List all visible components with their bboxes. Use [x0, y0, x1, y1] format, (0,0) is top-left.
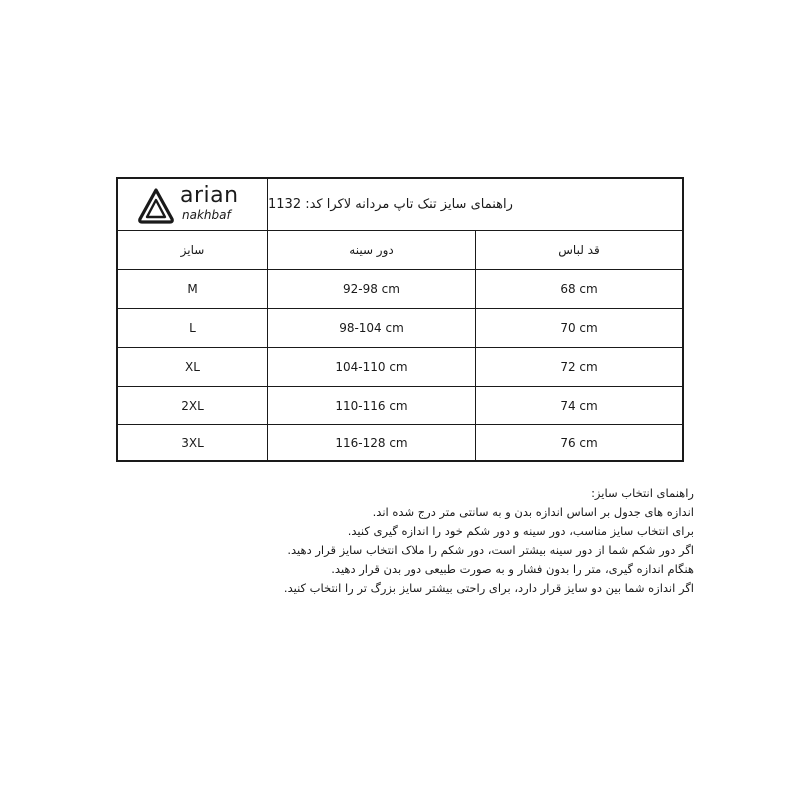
length-cell: 76 cm [560, 435, 598, 450]
header-size: سایز [118, 231, 268, 269]
chest-cell: 98-104 cm [268, 309, 476, 347]
table-row [118, 425, 682, 460]
chest-cell: 110-116 cm [268, 387, 476, 425]
header-chest: دور سینه [268, 231, 476, 269]
length-cell: 72 cm [560, 360, 598, 374]
table-row [118, 387, 682, 425]
guide-line: هنگام اندازه گیری، متر را بدون فشار و به صورت طبیعی دور بدن قرار دهید. [331, 562, 694, 576]
size-cell: L [118, 309, 268, 347]
table-header-row [118, 231, 682, 269]
header-length: قد لباس [558, 243, 600, 257]
chart-title: راهنمای سایز تنک تاپ مردانه لاکرا کد: 1132 [268, 179, 682, 231]
table-row [118, 309, 682, 347]
length-cell: 74 cm [560, 399, 598, 413]
table-row [118, 270, 682, 308]
chest-cell: 116-128 cm [268, 425, 476, 460]
length-cell: 68 cm [560, 282, 598, 296]
triangle-logo-icon [136, 187, 176, 225]
guide-line: اگر دور شکم شما از دور سینه بیشتر است، دور شکم را ملاک انتخاب سایز قرار دهید. [287, 543, 694, 557]
guide-line: برای انتخاب سایز مناسب، دور سینه و دور شکم خود را اندازه گیری کنید. [347, 524, 694, 538]
size-cell: 3XL [118, 425, 268, 460]
chest-cell: 104-110 cm [268, 348, 476, 386]
size-guide-notes [94, 484, 694, 598]
table-row [118, 348, 682, 386]
guide-line: اگر اندازه شما بین دو سایز قرار دارد، برای راحتی بیشتر سایز بزرگ تر را انتخاب کنید. [283, 581, 694, 595]
length-cell: 70 cm [560, 321, 598, 335]
brand-logo [118, 179, 268, 231]
brand-name: arian [180, 183, 239, 208]
size-cell: 2XL [118, 387, 268, 425]
guide-title: راهنمای انتخاب سایز: [591, 486, 694, 500]
brand-subname: nakhbaf [182, 208, 231, 222]
size-cell: M [118, 270, 268, 308]
chest-cell: 92-98 cm [268, 270, 476, 308]
guide-line: اندازه های جدول بر اساس اندازه بدن و به سانتی متر درج شده اند. [372, 505, 694, 519]
size-cell: XL [118, 348, 268, 386]
size-chart-table [116, 177, 684, 462]
